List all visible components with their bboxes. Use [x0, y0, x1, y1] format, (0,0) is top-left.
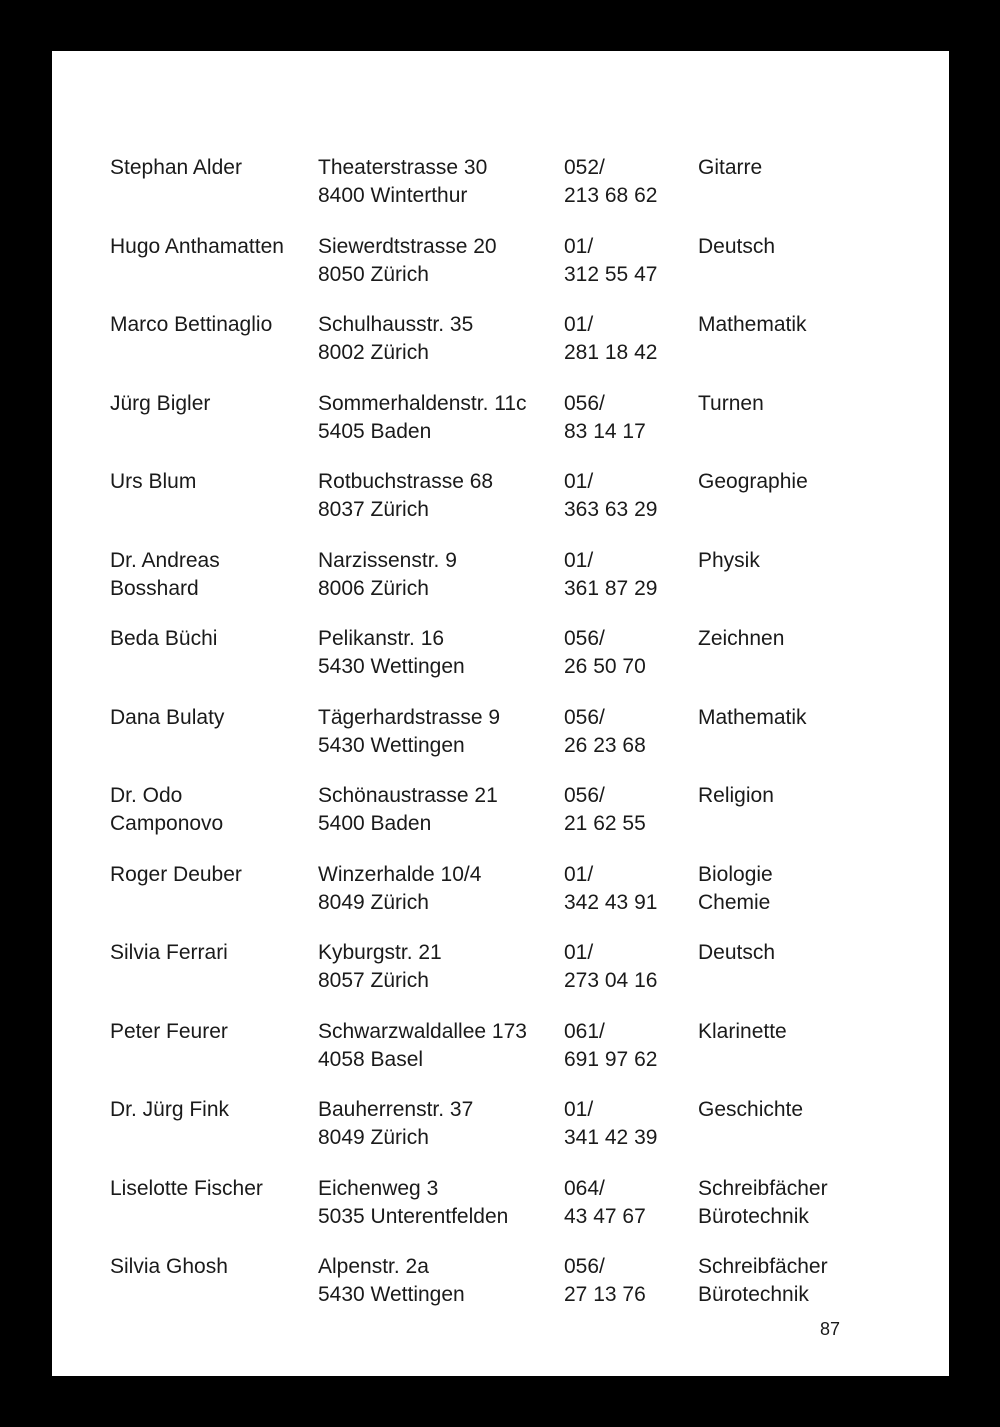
entry-address-line: 5400 Baden [318, 812, 432, 835]
directory-entry [52, 625, 949, 685]
entry-name-line: Beda Büchi [110, 627, 218, 650]
entry-phone [564, 1253, 646, 1309]
entry-subject-line: Zeichnen [698, 627, 785, 650]
entry-address [318, 782, 498, 838]
entry-name [110, 1018, 228, 1046]
directory-entry [52, 1018, 949, 1078]
entry-address-line: Pelikanstr. 16 [318, 627, 445, 650]
directory-entry [52, 1096, 949, 1156]
entry-address-line: Alpenstr. 2a [318, 1255, 429, 1278]
entry-address-line: 8049 Zürich [318, 890, 429, 914]
entry-name-line: Hugo Anthamatten [110, 234, 284, 258]
entry-name-line: Urs Blum [110, 470, 197, 493]
entry-phone [564, 547, 657, 603]
entry-phone-line: 061/ [564, 1019, 605, 1043]
entry-subject [698, 1253, 828, 1309]
entry-subject [698, 704, 807, 732]
entry-address [318, 311, 473, 367]
entry-address-line: 8400 Winterthur [318, 184, 468, 207]
entry-phone-line: 064/ [564, 1176, 605, 1200]
entry-subject [698, 939, 775, 967]
entry-name [110, 861, 242, 889]
entry-subject [698, 233, 775, 261]
entry-phone-line: 21 62 55 [564, 812, 646, 835]
entry-phone-line: 056/ [564, 705, 605, 729]
entry-name [110, 390, 210, 418]
directory-entry [52, 861, 949, 921]
entry-phone-line: 691 97 62 [564, 1047, 658, 1071]
entry-phone [564, 390, 646, 446]
entry-subject-line: Schreibfächer [698, 1176, 828, 1200]
entry-phone-line: 056/ [564, 391, 605, 415]
entry-phone-line: 01/ [564, 470, 594, 493]
entry-subject-line: Turnen [698, 391, 764, 415]
directory-entry [52, 154, 949, 214]
entry-name [110, 782, 223, 838]
entry-name [110, 311, 272, 339]
entry-address [318, 468, 493, 524]
entry-subject-line: Bürotechnik [698, 1283, 809, 1306]
entry-subject [698, 154, 762, 182]
entry-name [110, 1253, 228, 1281]
entry-phone [564, 468, 657, 524]
entry-address-line: 8057 Zürich [318, 969, 429, 992]
entry-phone-line: 273 04 16 [564, 969, 658, 992]
entry-address [318, 861, 481, 917]
entry-address-line: 8006 Zürich [318, 576, 429, 600]
entry-address-line: Tägerhardstrasse 9 [318, 705, 501, 729]
entry-name-line: Roger Deuber [110, 862, 242, 886]
entry-name-line: Dr. Andreas [110, 548, 220, 572]
directory-entry [52, 233, 949, 293]
directory-entry [52, 939, 949, 999]
entry-phone-line: 056/ [564, 627, 605, 650]
entry-name [110, 625, 217, 653]
entry-phone [564, 939, 657, 995]
entry-subject [698, 1018, 787, 1046]
directory-entry [52, 390, 949, 450]
entry-phone-line: 01/ [564, 862, 594, 886]
entry-subject [698, 782, 774, 810]
entry-address-line: 5430 Wettingen [318, 1283, 465, 1306]
entry-subject-line: Deutsch [698, 941, 776, 964]
entry-address [318, 390, 527, 446]
entry-name-line: Stephan Alder [110, 156, 242, 179]
entry-subject [698, 390, 764, 418]
entry-address-line: Sommerhaldenstr. 11c [318, 391, 527, 415]
entry-name-line: Dr. Jürg Fink [110, 1098, 230, 1121]
entry-phone [564, 233, 657, 289]
entry-phone-line: 01/ [564, 1098, 594, 1121]
entry-address [318, 1253, 465, 1309]
entry-address-line: Theaterstrasse 30 [318, 156, 488, 179]
entry-address-line: Kyburgstr. 21 [318, 941, 442, 964]
entry-name-line: Peter Feurer [110, 1019, 228, 1043]
entry-subject-line: Physik [698, 548, 760, 572]
entry-subject [698, 861, 773, 917]
entry-address-line: Schulhausstr. 35 [318, 313, 474, 336]
entry-address-line: 5405 Baden [318, 419, 432, 443]
entry-phone-line: 26 50 70 [564, 655, 646, 678]
entry-subject-line: Bürotechnik [698, 1204, 809, 1228]
entry-phone-line: 43 47 67 [564, 1204, 646, 1228]
entry-phone-line: 361 87 29 [564, 576, 658, 600]
directory-entry [52, 311, 949, 371]
document-page [52, 51, 949, 1376]
entry-phone-line: 01/ [564, 548, 594, 572]
entry-phone-line: 342 43 91 [564, 890, 658, 914]
entry-name-line: Bosshard [110, 576, 199, 600]
entry-name-line: Jürg Bigler [110, 391, 211, 415]
entry-address-line: Rotbuchstrasse 68 [318, 470, 494, 493]
entry-name-line: Marco Bettinaglio [110, 313, 273, 336]
entry-subject-line: Schreibfächer [698, 1255, 828, 1278]
entry-name [110, 1096, 229, 1124]
entry-subject [698, 468, 808, 496]
entry-address [318, 233, 497, 289]
entry-address-line: 8049 Zürich [318, 1126, 429, 1149]
entry-subject [698, 1096, 803, 1124]
entry-name [110, 154, 242, 182]
entry-address-line: 5035 Unterentfelden [318, 1204, 509, 1228]
directory-entry [52, 1253, 949, 1313]
directory-entry [52, 468, 949, 528]
entry-address [318, 154, 487, 210]
entry-subject-line: Klarinette [698, 1019, 787, 1043]
entry-subject-line: Deutsch [698, 234, 776, 258]
entry-phone [564, 704, 646, 760]
entry-phone [564, 861, 657, 917]
entry-subject [698, 547, 760, 575]
entry-name-line: Dr. Odo [110, 784, 183, 807]
entry-subject-line: Geographie [698, 470, 808, 493]
entry-name-line: Camponovo [110, 812, 224, 835]
entry-name-line: Silvia Ferrari [110, 941, 228, 964]
entry-address-line: Winzerhalde 10/4 [318, 862, 482, 886]
entry-phone-line: 01/ [564, 941, 594, 964]
entry-phone-line: 26 23 68 [564, 733, 646, 757]
entry-address-line: Narzissenstr. 9 [318, 548, 457, 572]
entry-subject [698, 1175, 828, 1231]
entry-subject [698, 311, 807, 339]
entry-phone-line: 312 55 47 [564, 262, 658, 286]
entry-name [110, 468, 196, 496]
directory-entry [52, 547, 949, 607]
entry-subject-line: Mathematik [698, 705, 807, 729]
directory-entry [52, 1175, 949, 1235]
entry-phone [564, 625, 646, 681]
entry-address-line: Eichenweg 3 [318, 1176, 439, 1200]
entry-name [110, 1175, 263, 1203]
entry-phone-line: 052/ [564, 156, 605, 179]
entry-address-line: 5430 Wettingen [318, 733, 465, 757]
entry-subject-line: Mathematik [698, 313, 807, 336]
entry-address [318, 939, 442, 995]
entry-address-line: Schönaustrasse 21 [318, 784, 498, 807]
entry-subject-line: Biologie [698, 862, 773, 886]
entry-name [110, 547, 220, 603]
entry-subject-line: Chemie [698, 890, 771, 914]
entry-phone [564, 1175, 646, 1231]
entry-address [318, 704, 500, 760]
entry-address-line: 4058 Basel [318, 1047, 424, 1071]
entry-phone [564, 1096, 657, 1152]
entry-phone-line: 83 14 17 [564, 419, 646, 443]
entry-address-line: Schwarzwaldallee 173 [318, 1019, 527, 1043]
entry-name-line: Silvia Ghosh [110, 1255, 228, 1278]
entry-subject [698, 625, 784, 653]
entry-name-line: Liselotte Fischer [110, 1176, 263, 1200]
entry-address-line: 8002 Zürich [318, 341, 429, 364]
entry-address [318, 547, 457, 603]
directory-entry [52, 704, 949, 764]
entry-subject-line: Gitarre [698, 156, 763, 179]
entry-name [110, 939, 228, 967]
entry-subject-line: Religion [698, 784, 774, 807]
entry-phone-line: 056/ [564, 784, 605, 807]
entry-name [110, 233, 284, 261]
entry-address [318, 625, 465, 681]
entry-address-line: Siewerdtstrasse 20 [318, 234, 497, 258]
entry-subject-line: Geschichte [698, 1098, 804, 1121]
entry-phone-line: 341 42 39 [564, 1126, 658, 1149]
entry-phone [564, 782, 646, 838]
entry-phone [564, 154, 657, 210]
entry-phone-line: 363 63 29 [564, 498, 658, 521]
entry-address-line: 8050 Zürich [318, 262, 429, 286]
entry-phone [564, 311, 657, 367]
entry-address-line: 5430 Wettingen [318, 655, 465, 678]
entry-name [110, 704, 224, 732]
entry-address [318, 1096, 473, 1152]
directory-entry [52, 782, 949, 842]
entry-address-line: 8037 Zürich [318, 498, 429, 521]
entry-phone-line: 01/ [564, 313, 594, 336]
entry-address-line: Bauherrenstr. 37 [318, 1098, 474, 1121]
entry-name-line: Dana Bulaty [110, 705, 225, 729]
entry-address [318, 1175, 508, 1231]
entry-phone-line: 056/ [564, 1255, 605, 1278]
entry-phone-line: 213 68 62 [564, 184, 658, 207]
entry-address [318, 1018, 527, 1074]
page-number: 87 [820, 1319, 841, 1339]
entry-phone-line: 01/ [564, 234, 594, 258]
entry-phone-line: 281 18 42 [564, 341, 658, 364]
entry-phone [564, 1018, 657, 1074]
entry-phone-line: 27 13 76 [564, 1283, 646, 1306]
